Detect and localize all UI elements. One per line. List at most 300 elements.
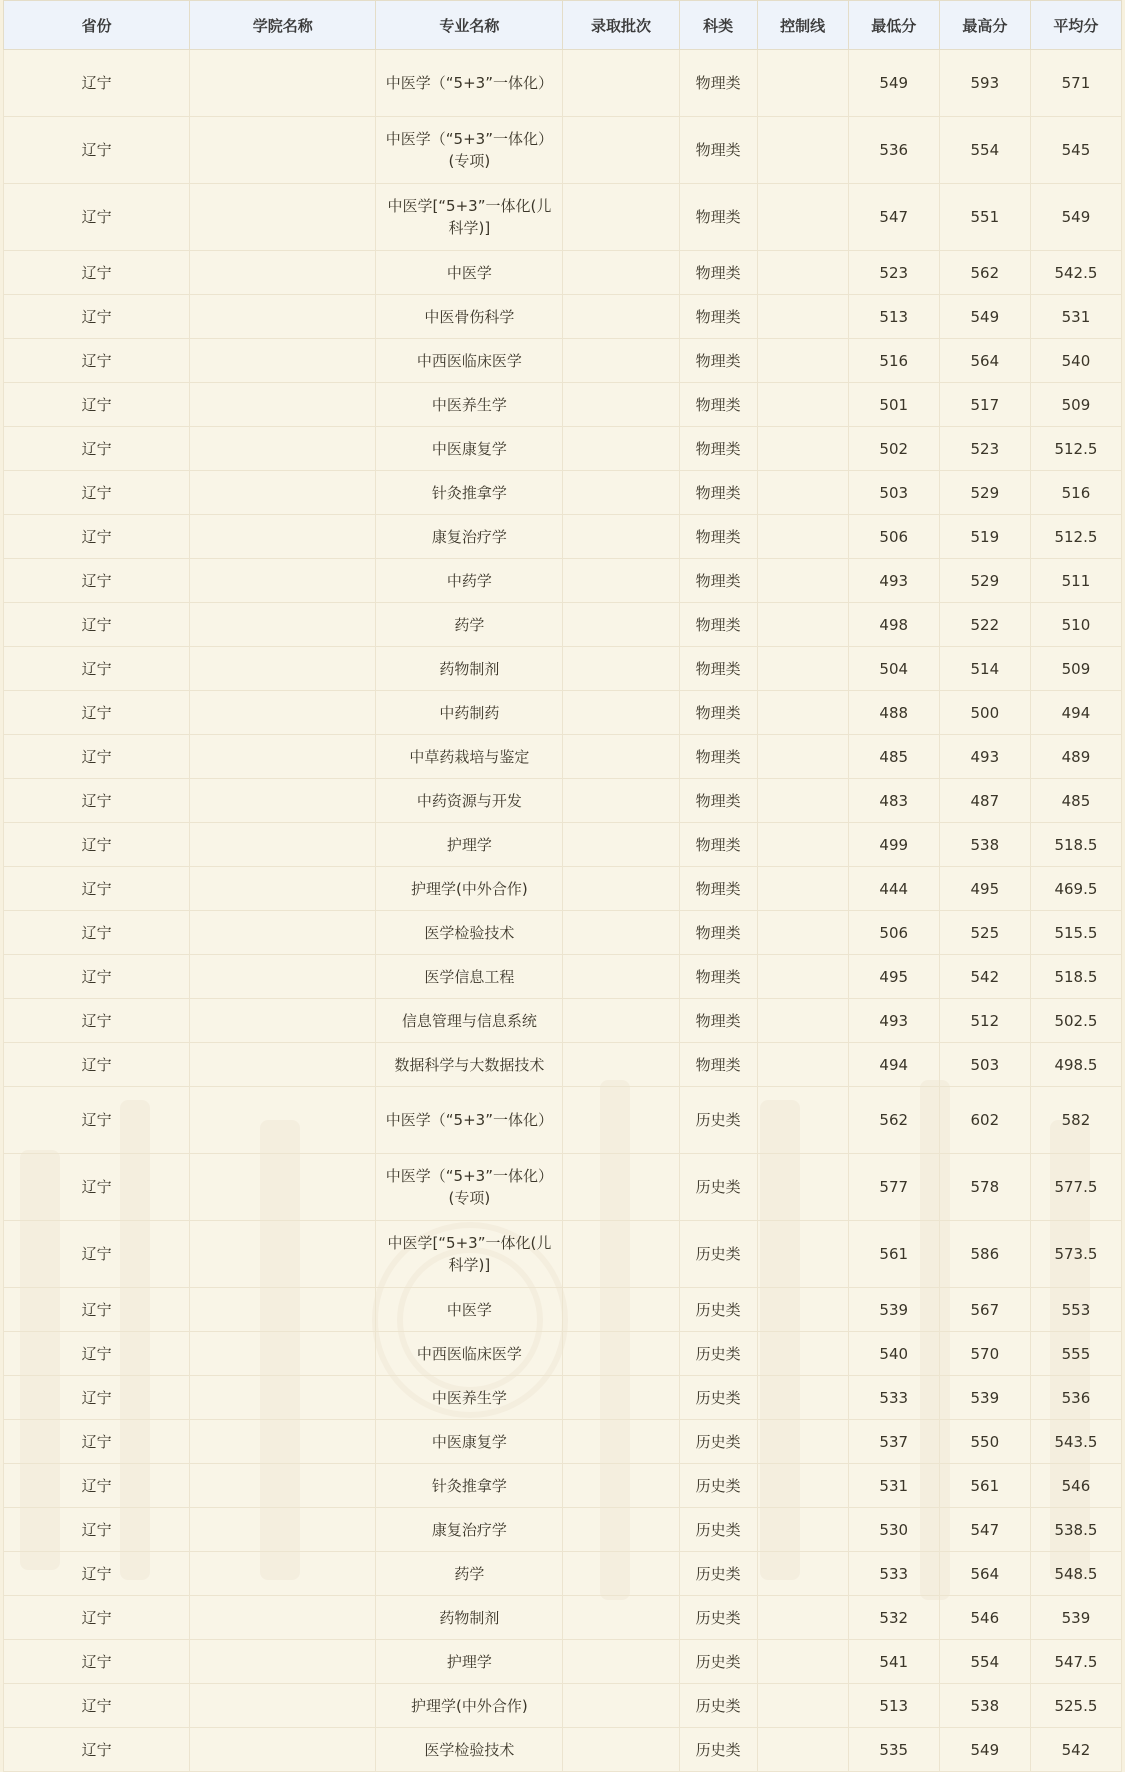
cell-batch xyxy=(563,955,679,999)
table-row xyxy=(4,1420,1122,1464)
cell-control-line xyxy=(757,779,848,823)
cell-province: 辽宁 xyxy=(4,1288,190,1332)
cell-college xyxy=(190,1154,376,1221)
cell-college xyxy=(190,251,376,295)
cell-major: 护理学(中外合作) xyxy=(376,1684,563,1728)
cell-major: 中医养生学 xyxy=(376,383,563,427)
cell-control-line xyxy=(757,1596,848,1640)
cell-major: 中医学[“5+3”一体化(儿科学)] xyxy=(376,184,563,251)
cell-college xyxy=(190,1043,376,1087)
cell-avg-score: 502.5 xyxy=(1030,999,1121,1043)
cell-major: 信息管理与信息系统 xyxy=(376,999,563,1043)
cell-category: 历史类 xyxy=(679,1221,757,1288)
cell-college xyxy=(190,117,376,184)
cell-major: 药物制剂 xyxy=(376,647,563,691)
cell-min-score: 577 xyxy=(848,1154,939,1221)
cell-avg-score: 571 xyxy=(1030,50,1121,117)
cell-control-line xyxy=(757,867,848,911)
cell-min-score: 539 xyxy=(848,1288,939,1332)
cell-province: 辽宁 xyxy=(4,999,190,1043)
cell-avg-score: 509 xyxy=(1030,383,1121,427)
cell-max-score: 562 xyxy=(939,251,1030,295)
cell-control-line xyxy=(757,427,848,471)
header-province: 省份 xyxy=(4,1,190,50)
cell-category: 物理类 xyxy=(679,603,757,647)
cell-batch xyxy=(563,1376,679,1420)
cell-batch xyxy=(563,691,679,735)
cell-control-line xyxy=(757,471,848,515)
cell-province: 辽宁 xyxy=(4,515,190,559)
cell-college xyxy=(190,1087,376,1154)
cell-major: 医学检验技术 xyxy=(376,1728,563,1772)
cell-max-score: 503 xyxy=(939,1043,1030,1087)
table-row xyxy=(4,383,1122,427)
cell-batch xyxy=(563,251,679,295)
cell-control-line xyxy=(757,1043,848,1087)
cell-max-score: 550 xyxy=(939,1420,1030,1464)
table-row xyxy=(4,117,1122,184)
cell-province: 辽宁 xyxy=(4,603,190,647)
table-row xyxy=(4,1087,1122,1154)
cell-batch xyxy=(563,647,679,691)
table-row xyxy=(4,1508,1122,1552)
cell-max-score: 523 xyxy=(939,427,1030,471)
cell-college xyxy=(190,691,376,735)
table-body xyxy=(4,50,1122,1772)
cell-avg-score: 509 xyxy=(1030,647,1121,691)
cell-control-line xyxy=(757,251,848,295)
cell-major: 中西医临床医学 xyxy=(376,339,563,383)
cell-category: 历史类 xyxy=(679,1508,757,1552)
cell-control-line xyxy=(757,999,848,1043)
cell-batch xyxy=(563,999,679,1043)
cell-control-line xyxy=(757,1684,848,1728)
cell-max-score: 578 xyxy=(939,1154,1030,1221)
cell-major: 针灸推拿学 xyxy=(376,1464,563,1508)
cell-control-line xyxy=(757,1376,848,1420)
cell-major: 中医学（“5+3”一体化） xyxy=(376,1087,563,1154)
cell-major: 医学检验技术 xyxy=(376,911,563,955)
cell-batch xyxy=(563,1420,679,1464)
table-row xyxy=(4,823,1122,867)
cell-college xyxy=(190,1221,376,1288)
cell-province: 辽宁 xyxy=(4,1464,190,1508)
cell-avg-score: 546 xyxy=(1030,1464,1121,1508)
header-college: 学院名称 xyxy=(190,1,376,50)
cell-max-score: 512 xyxy=(939,999,1030,1043)
table-row xyxy=(4,911,1122,955)
cell-category: 物理类 xyxy=(679,251,757,295)
cell-min-score: 537 xyxy=(848,1420,939,1464)
cell-max-score: 561 xyxy=(939,1464,1030,1508)
cell-batch xyxy=(563,823,679,867)
cell-min-score: 444 xyxy=(848,867,939,911)
cell-batch xyxy=(563,559,679,603)
cell-batch xyxy=(563,779,679,823)
table-row xyxy=(4,471,1122,515)
cell-province: 辽宁 xyxy=(4,1728,190,1772)
cell-major: 药学 xyxy=(376,1552,563,1596)
cell-batch xyxy=(563,295,679,339)
cell-category: 物理类 xyxy=(679,867,757,911)
cell-avg-score: 469.5 xyxy=(1030,867,1121,911)
cell-min-score: 501 xyxy=(848,383,939,427)
table-row xyxy=(4,1288,1122,1332)
cell-category: 历史类 xyxy=(679,1728,757,1772)
cell-min-score: 493 xyxy=(848,559,939,603)
cell-category: 历史类 xyxy=(679,1684,757,1728)
cell-batch xyxy=(563,1464,679,1508)
cell-control-line xyxy=(757,1332,848,1376)
table-row xyxy=(4,1728,1122,1772)
cell-category: 物理类 xyxy=(679,471,757,515)
cell-province: 辽宁 xyxy=(4,735,190,779)
table-header-row xyxy=(4,1,1122,50)
cell-avg-score: 515.5 xyxy=(1030,911,1121,955)
table-row xyxy=(4,184,1122,251)
header-category: 科类 xyxy=(679,1,757,50)
cell-province: 辽宁 xyxy=(4,1640,190,1684)
cell-college xyxy=(190,471,376,515)
cell-category: 物理类 xyxy=(679,515,757,559)
cell-batch xyxy=(563,1332,679,1376)
cell-major: 中草药栽培与鉴定 xyxy=(376,735,563,779)
cell-college xyxy=(190,823,376,867)
cell-min-score: 536 xyxy=(848,117,939,184)
cell-batch xyxy=(563,1728,679,1772)
cell-college xyxy=(190,999,376,1043)
cell-batch xyxy=(563,1684,679,1728)
cell-major: 数据科学与大数据技术 xyxy=(376,1043,563,1087)
cell-category: 物理类 xyxy=(679,999,757,1043)
cell-control-line xyxy=(757,1728,848,1772)
cell-max-score: 493 xyxy=(939,735,1030,779)
cell-min-score: 523 xyxy=(848,251,939,295)
cell-province: 辽宁 xyxy=(4,955,190,999)
cell-category: 历史类 xyxy=(679,1288,757,1332)
cell-avg-score: 511 xyxy=(1030,559,1121,603)
cell-batch xyxy=(563,427,679,471)
cell-batch xyxy=(563,1043,679,1087)
cell-college xyxy=(190,1464,376,1508)
cell-max-score: 500 xyxy=(939,691,1030,735)
cell-province: 辽宁 xyxy=(4,1552,190,1596)
cell-control-line xyxy=(757,603,848,647)
cell-batch xyxy=(563,383,679,427)
cell-avg-score: 573.5 xyxy=(1030,1221,1121,1288)
cell-batch xyxy=(563,735,679,779)
table-row xyxy=(4,999,1122,1043)
cell-min-score: 549 xyxy=(848,50,939,117)
cell-province: 辽宁 xyxy=(4,867,190,911)
cell-max-score: 542 xyxy=(939,955,1030,999)
cell-college xyxy=(190,295,376,339)
cell-college xyxy=(190,427,376,471)
cell-major: 护理学 xyxy=(376,823,563,867)
cell-batch xyxy=(563,1508,679,1552)
cell-category: 物理类 xyxy=(679,1043,757,1087)
header-avg-score: 平均分 xyxy=(1030,1,1121,50)
cell-avg-score: 512.5 xyxy=(1030,515,1121,559)
cell-min-score: 533 xyxy=(848,1552,939,1596)
cell-control-line xyxy=(757,383,848,427)
table-row xyxy=(4,559,1122,603)
cell-college xyxy=(190,647,376,691)
cell-college xyxy=(190,1552,376,1596)
cell-major: 药物制剂 xyxy=(376,1596,563,1640)
cell-province: 辽宁 xyxy=(4,383,190,427)
cell-college xyxy=(190,383,376,427)
cell-avg-score: 525.5 xyxy=(1030,1684,1121,1728)
cell-control-line xyxy=(757,1154,848,1221)
cell-avg-score: 538.5 xyxy=(1030,1508,1121,1552)
cell-max-score: 525 xyxy=(939,911,1030,955)
cell-major: 中医学[“5+3”一体化(儿科学)] xyxy=(376,1221,563,1288)
cell-max-score: 554 xyxy=(939,1640,1030,1684)
cell-college xyxy=(190,955,376,999)
cell-batch xyxy=(563,50,679,117)
cell-min-score: 541 xyxy=(848,1640,939,1684)
cell-category: 历史类 xyxy=(679,1596,757,1640)
cell-max-score: 519 xyxy=(939,515,1030,559)
cell-college xyxy=(190,184,376,251)
cell-max-score: 554 xyxy=(939,117,1030,184)
cell-control-line xyxy=(757,1552,848,1596)
cell-control-line xyxy=(757,955,848,999)
table-row xyxy=(4,1596,1122,1640)
cell-min-score: 561 xyxy=(848,1221,939,1288)
cell-category: 物理类 xyxy=(679,339,757,383)
cell-major: 中医康复学 xyxy=(376,1420,563,1464)
cell-max-score: 495 xyxy=(939,867,1030,911)
cell-avg-score: 542 xyxy=(1030,1728,1121,1772)
cell-category: 历史类 xyxy=(679,1154,757,1221)
cell-category: 物理类 xyxy=(679,427,757,471)
cell-avg-score: 489 xyxy=(1030,735,1121,779)
cell-min-score: 562 xyxy=(848,1087,939,1154)
cell-control-line xyxy=(757,911,848,955)
cell-max-score: 549 xyxy=(939,295,1030,339)
cell-control-line xyxy=(757,823,848,867)
cell-category: 历史类 xyxy=(679,1640,757,1684)
cell-batch xyxy=(563,911,679,955)
cell-min-score: 513 xyxy=(848,1684,939,1728)
cell-college xyxy=(190,1332,376,1376)
cell-control-line xyxy=(757,184,848,251)
cell-control-line xyxy=(757,1420,848,1464)
cell-college xyxy=(190,1596,376,1640)
cell-major: 中医康复学 xyxy=(376,427,563,471)
cell-category: 物理类 xyxy=(679,955,757,999)
cell-avg-score: 549 xyxy=(1030,184,1121,251)
cell-min-score: 533 xyxy=(848,1376,939,1420)
cell-avg-score: 548.5 xyxy=(1030,1552,1121,1596)
cell-category: 历史类 xyxy=(679,1376,757,1420)
cell-batch xyxy=(563,1552,679,1596)
cell-province: 辽宁 xyxy=(4,1221,190,1288)
table-row xyxy=(4,339,1122,383)
table-row xyxy=(4,1684,1122,1728)
cell-avg-score: 542.5 xyxy=(1030,251,1121,295)
cell-avg-score: 553 xyxy=(1030,1288,1121,1332)
cell-max-score: 514 xyxy=(939,647,1030,691)
cell-major: 中西医临床医学 xyxy=(376,1332,563,1376)
cell-major: 中医骨伤科学 xyxy=(376,295,563,339)
cell-province: 辽宁 xyxy=(4,1596,190,1640)
cell-major: 中医学 xyxy=(376,1288,563,1332)
table-row xyxy=(4,251,1122,295)
cell-college xyxy=(190,1508,376,1552)
cell-category: 物理类 xyxy=(679,779,757,823)
cell-batch xyxy=(563,1087,679,1154)
cell-avg-score: 531 xyxy=(1030,295,1121,339)
cell-avg-score: 540 xyxy=(1030,339,1121,383)
cell-avg-score: 539 xyxy=(1030,1596,1121,1640)
cell-max-score: 567 xyxy=(939,1288,1030,1332)
header-batch: 录取批次 xyxy=(563,1,679,50)
cell-category: 物理类 xyxy=(679,117,757,184)
cell-college xyxy=(190,603,376,647)
cell-category: 历史类 xyxy=(679,1464,757,1508)
cell-max-score: 522 xyxy=(939,603,1030,647)
header-major: 专业名称 xyxy=(376,1,563,50)
cell-major: 中医学（“5+3”一体化）(专项) xyxy=(376,1154,563,1221)
cell-min-score: 485 xyxy=(848,735,939,779)
header-min-score: 最低分 xyxy=(848,1,939,50)
cell-batch xyxy=(563,339,679,383)
cell-batch xyxy=(563,603,679,647)
cell-avg-score: 545 xyxy=(1030,117,1121,184)
cell-avg-score: 518.5 xyxy=(1030,823,1121,867)
cell-avg-score: 543.5 xyxy=(1030,1420,1121,1464)
cell-control-line xyxy=(757,1508,848,1552)
cell-college xyxy=(190,779,376,823)
cell-college xyxy=(190,1376,376,1420)
cell-major: 中医学 xyxy=(376,251,563,295)
cell-category: 历史类 xyxy=(679,1552,757,1596)
table-row xyxy=(4,1640,1122,1684)
cell-min-score: 495 xyxy=(848,955,939,999)
table-row xyxy=(4,735,1122,779)
cell-college xyxy=(190,50,376,117)
cell-college xyxy=(190,559,376,603)
cell-category: 物理类 xyxy=(679,383,757,427)
cell-max-score: 546 xyxy=(939,1596,1030,1640)
cell-college xyxy=(190,1640,376,1684)
cell-province: 辽宁 xyxy=(4,1087,190,1154)
cell-avg-score: 547.5 xyxy=(1030,1640,1121,1684)
cell-max-score: 570 xyxy=(939,1332,1030,1376)
cell-category: 物理类 xyxy=(679,295,757,339)
cell-province: 辽宁 xyxy=(4,50,190,117)
cell-avg-score: 582 xyxy=(1030,1087,1121,1154)
cell-min-score: 506 xyxy=(848,515,939,559)
cell-max-score: 529 xyxy=(939,471,1030,515)
cell-max-score: 539 xyxy=(939,1376,1030,1420)
cell-category: 历史类 xyxy=(679,1420,757,1464)
cell-control-line xyxy=(757,117,848,184)
cell-category: 物理类 xyxy=(679,184,757,251)
cell-min-score: 513 xyxy=(848,295,939,339)
cell-control-line xyxy=(757,515,848,559)
cell-province: 辽宁 xyxy=(4,339,190,383)
cell-min-score: 530 xyxy=(848,1508,939,1552)
cell-category: 物理类 xyxy=(679,735,757,779)
table-row xyxy=(4,1332,1122,1376)
cell-college xyxy=(190,339,376,383)
cell-college xyxy=(190,1420,376,1464)
cell-min-score: 540 xyxy=(848,1332,939,1376)
cell-min-score: 499 xyxy=(848,823,939,867)
cell-batch xyxy=(563,1596,679,1640)
cell-province: 辽宁 xyxy=(4,295,190,339)
cell-college xyxy=(190,867,376,911)
cell-min-score: 506 xyxy=(848,911,939,955)
cell-category: 历史类 xyxy=(679,1332,757,1376)
cell-province: 辽宁 xyxy=(4,184,190,251)
cell-batch xyxy=(563,515,679,559)
cell-max-score: 549 xyxy=(939,1728,1030,1772)
cell-avg-score: 518.5 xyxy=(1030,955,1121,999)
cell-category: 物理类 xyxy=(679,50,757,117)
cell-category: 物理类 xyxy=(679,691,757,735)
cell-major: 康复治疗学 xyxy=(376,515,563,559)
cell-avg-score: 536 xyxy=(1030,1376,1121,1420)
cell-max-score: 602 xyxy=(939,1087,1030,1154)
cell-batch xyxy=(563,1154,679,1221)
cell-max-score: 586 xyxy=(939,1221,1030,1288)
cell-control-line xyxy=(757,1221,848,1288)
cell-category: 物理类 xyxy=(679,823,757,867)
cell-major: 医学信息工程 xyxy=(376,955,563,999)
cell-major: 药学 xyxy=(376,603,563,647)
cell-control-line xyxy=(757,647,848,691)
cell-avg-score: 494 xyxy=(1030,691,1121,735)
table-row xyxy=(4,1464,1122,1508)
cell-province: 辽宁 xyxy=(4,1420,190,1464)
cell-min-score: 516 xyxy=(848,339,939,383)
cell-major: 康复治疗学 xyxy=(376,1508,563,1552)
cell-max-score: 538 xyxy=(939,1684,1030,1728)
table-row xyxy=(4,1221,1122,1288)
cell-avg-score: 512.5 xyxy=(1030,427,1121,471)
cell-major: 中药制药 xyxy=(376,691,563,735)
cell-min-score: 488 xyxy=(848,691,939,735)
cell-control-line xyxy=(757,295,848,339)
cell-min-score: 535 xyxy=(848,1728,939,1772)
table-row xyxy=(4,295,1122,339)
cell-batch xyxy=(563,867,679,911)
admission-score-table xyxy=(3,0,1122,1772)
cell-avg-score: 510 xyxy=(1030,603,1121,647)
header-control-line: 控制线 xyxy=(757,1,848,50)
cell-control-line xyxy=(757,1640,848,1684)
cell-province: 辽宁 xyxy=(4,427,190,471)
cell-batch xyxy=(563,1221,679,1288)
cell-control-line xyxy=(757,1464,848,1508)
cell-avg-score: 577.5 xyxy=(1030,1154,1121,1221)
cell-max-score: 529 xyxy=(939,559,1030,603)
cell-province: 辽宁 xyxy=(4,559,190,603)
table-row xyxy=(4,1043,1122,1087)
table-row xyxy=(4,603,1122,647)
cell-batch xyxy=(563,1288,679,1332)
cell-province: 辽宁 xyxy=(4,647,190,691)
table-row xyxy=(4,779,1122,823)
cell-min-score: 502 xyxy=(848,427,939,471)
cell-province: 辽宁 xyxy=(4,117,190,184)
cell-province: 辽宁 xyxy=(4,1043,190,1087)
